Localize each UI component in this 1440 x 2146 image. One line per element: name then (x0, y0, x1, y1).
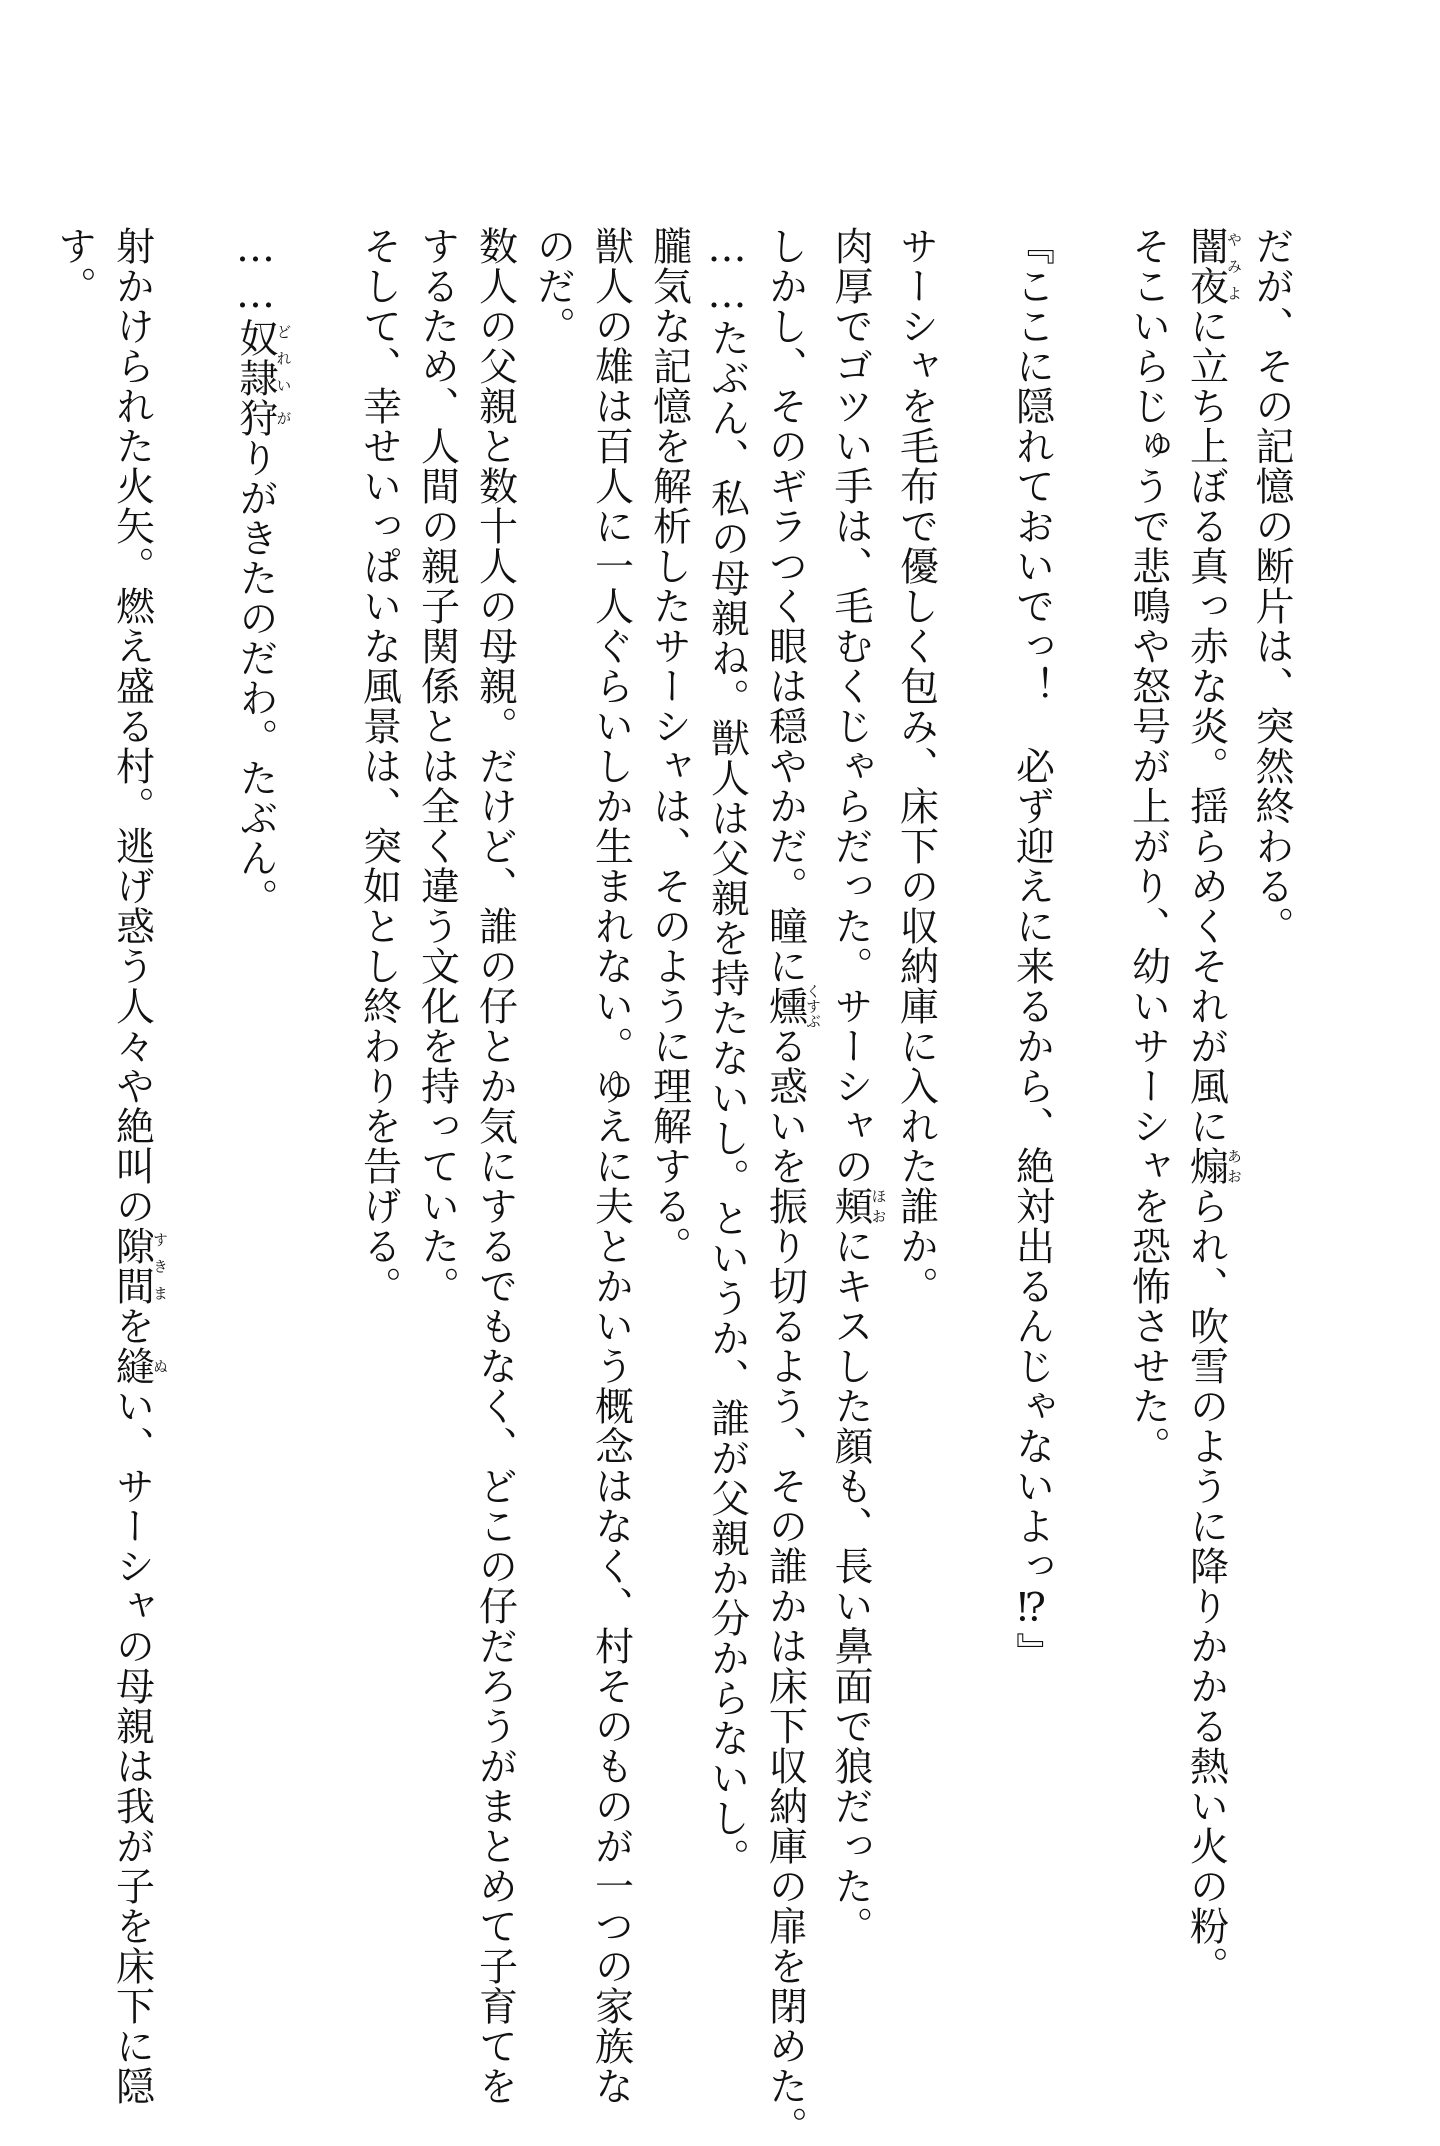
text-segment: る惑いを振り切るよう、その誰かは床下収納庫の扉を閉めた。 (762, 1026, 808, 2146)
ruby-word (828, 1186, 888, 1226)
text-line: サーシャを毛布で優しく包み、床下の収納庫に入れた誰か。 (893, 226, 939, 1306)
text-segment: い、サーシャの母親は我が子を床下に隠 (109, 1386, 155, 2106)
ruby-reading: あお (1225, 1146, 1243, 1186)
ruby-reading: ほお (869, 1186, 888, 1226)
text-segment: に立ち上ぼる真っ赤な炎。揺らめくそれが風に (1183, 306, 1229, 1146)
text-segment: 射かけられた火矢。燃え盛る村。逃げ惑う人々や絶叫の (109, 226, 155, 1226)
text-line: 獣人の雄は百人に一人ぐらいしか生まれない。ゆえに夫とかいう概念はなく、村そのものが一つの家族な (588, 226, 634, 2106)
text-line (103, 226, 169, 2106)
text-line (821, 226, 888, 1946)
ruby-reading: やみよ (1225, 226, 1243, 306)
ruby-base: 闇夜 (1183, 226, 1229, 306)
ruby-base: 頬 (828, 1186, 873, 1226)
ruby-reading: ぬ (151, 1346, 169, 1386)
text-segment: られ、吹雪のように降りかかる熱い火の粉。 (1183, 1186, 1229, 1986)
text-line: ……たぶん、私の母親ね。獣人は父親を持たないし。というか、誰が父親か分からないし。 (704, 226, 750, 1878)
ruby-reading: くすぶ (804, 983, 822, 1029)
ruby-base: 燻 (762, 983, 808, 1029)
ruby-base: 奴隷 (233, 318, 278, 398)
text-line: そこいらじゅうで悲鳴や怒号が上がり、幼いサーシャを恐怖させた。 (1125, 226, 1171, 1466)
text-line: 『ここに隠れておいでっ！ 必ず迎えに来るから、絶対出るんじゃないよっ⁉』 (1009, 226, 1055, 1672)
ruby-word (233, 318, 293, 398)
text-segment: 肉厚でゴツい手は、毛むくじゃらだった。サーシャの (828, 226, 873, 1186)
text-line: するため、人間の親子関係とは全く違う文化を持っていた。 (414, 226, 460, 1306)
paragraph-gap (945, 226, 1003, 1926)
text-line (1177, 226, 1243, 1986)
text-line: 数人の父親と数十人の母親。だけど、誰の仔とか気にするでもなく、どこの仔だろうがまとめて子育てを (472, 226, 518, 2106)
ruby-base: 縫 (109, 1346, 155, 1386)
vertical-text-body (51, 226, 1300, 2146)
text-segment: を (109, 1306, 155, 1346)
text-line: す。 (51, 226, 97, 306)
text-line: だが、その記憶の断片は、突然終わる。 (1249, 226, 1294, 946)
text-line (226, 226, 292, 1926)
paragraph-gap (292, 226, 350, 1926)
ruby-word (233, 398, 293, 438)
ruby-reading: どれい (274, 318, 293, 398)
text-segment: にキスした顔も、長い鼻面で狼だった。 (828, 1226, 873, 1946)
ruby-base: 狩 (233, 398, 278, 438)
text-segment: …… (233, 226, 278, 318)
paragraph-gap (1061, 226, 1119, 1926)
text-line (756, 226, 822, 2146)
ruby-word (1183, 1146, 1243, 1186)
text-line: 朧気な記憶を解析したサーシャは、そのように理解する。 (646, 226, 692, 1266)
ruby-word (1183, 226, 1243, 306)
ruby-reading: すきま (151, 1226, 169, 1306)
ruby-reading: が (274, 398, 293, 438)
text-segment: しかし、そのギラつく眼は穏やかだ。瞳に (762, 226, 808, 986)
ruby-base: 煽 (1183, 1146, 1229, 1186)
ruby-word (109, 1346, 169, 1386)
paragraph-gap (168, 226, 226, 1926)
text-line: そして、幸せいっぱいな風景は、突如とし終わりを告げる。 (356, 226, 402, 1306)
text-segment: りがきたのだわ。たぶん。 (233, 438, 278, 918)
text-line: のだ。 (530, 226, 576, 346)
ruby-word (762, 983, 822, 1029)
ruby-word (109, 1226, 169, 1306)
ruby-base: 隙間 (109, 1226, 155, 1306)
